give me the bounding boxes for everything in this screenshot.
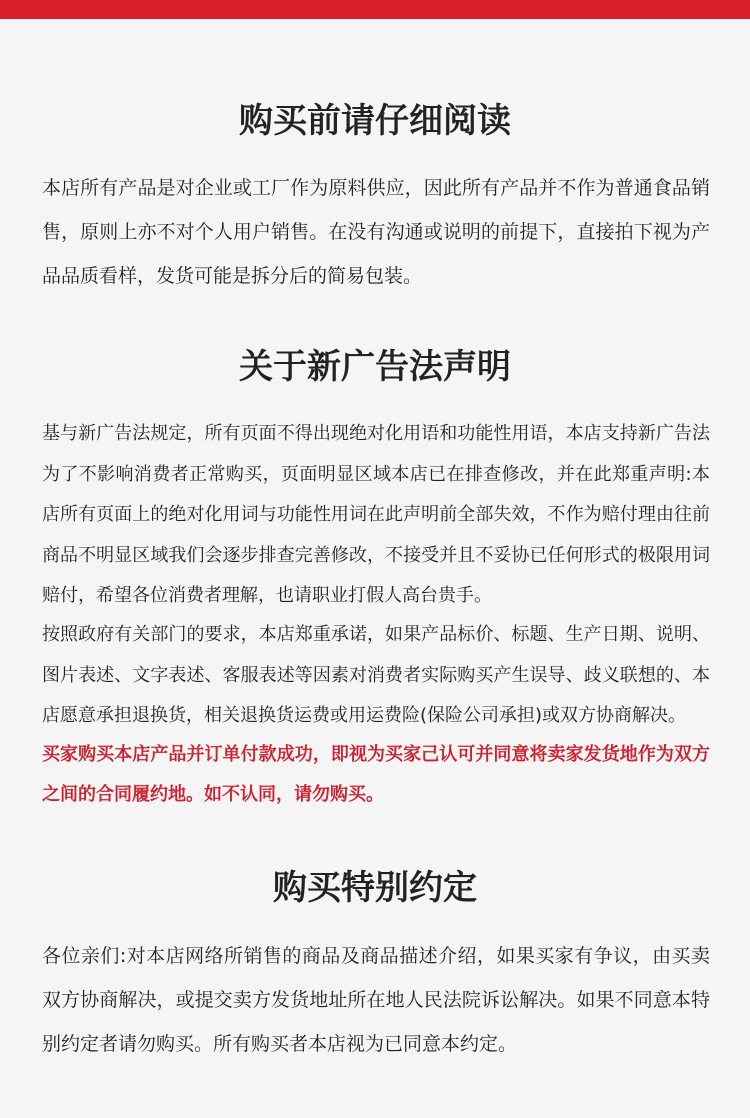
contract-location-warning: 买家购买本店产品并订单付款成功，即视为买家己认可并同意将卖家发货地作为双方之间的合同履约地。如不认同，请勿购买。 [42,744,710,805]
top-accent-bar [0,0,750,19]
commitment-paragraph: 按照政府有关部门的要求，本店郑重承诺，如果产品标价、标题、生产日期、说明、图片表述、文字表述、客服表述等因素对消费者实际购买产生误导、歧义联想的、本店愿意承担退换货，相关退换货运费或用运费险(保险公司承担)或双方协商解决。 [42,624,710,726]
section-title-ad-law-statement: 关于新广告法声明 [239,347,511,387]
section-title-special-agreement: 购买特别约定 [273,868,477,908]
ad-law-paragraph: 基与新广告法规定，所有页面不得出现绝对化用语和功能性用语，本店支持新广告法为了不影响消费者正常购买，页面明显区域本店已在排查修改，并在此郑重声明:本店所有页面上的绝对化用词与功能性用词在此声明前全部失效，不作为赔付理由往前商品不明显区域我们会逐步排查完善修改，不接受并且不妥协已任何形式的极限用词赔付，希望各位消费者理解，也请职业打假人高台贵手。 [42,423,710,606]
special-agreement-paragraph: 各位亲们:对本店网络所销售的商品及商品描述介绍，如果买家有争议，由买卖双方协商解决，或提交卖方发货地址所在地人民法院诉讼解决。如果不同意本特别约定者请勿购买。所有购买者本店视为已同意本约定。 [42,945,710,1055]
section-title-read-before-purchase: 购买前请仔细阅读 [239,101,511,141]
purchase-notice-paragraph: 本店所有产品是对企业或工厂作为原料供应，因此所有产品并不作为普通食品销售，原则上亦不对个人用户销售。在没有沟通或说明的前提下，直接拍下视为产品品质看样，发货可能是拆分后的简易包装。 [42,177,710,287]
